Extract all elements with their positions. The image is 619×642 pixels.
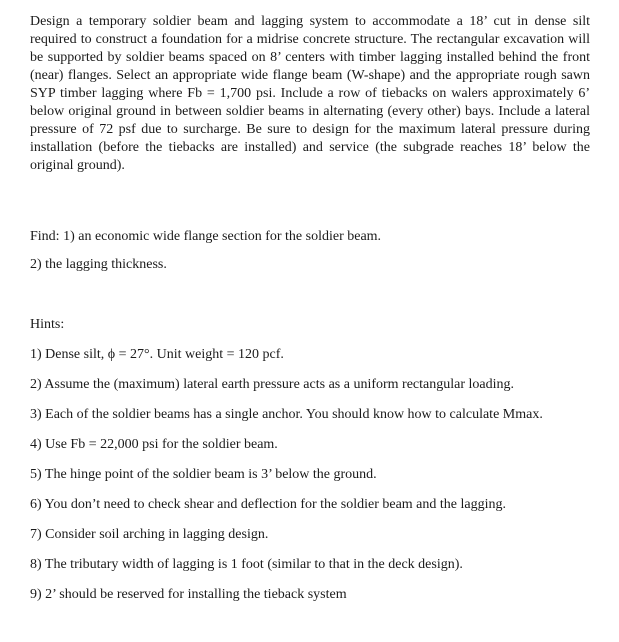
find-section <box>30 228 590 284</box>
hint-item-5: 5) The hinge point of the soldier beam is 3’ below the ground. <box>30 467 377 482</box>
hint-item-9: 9) 2’ should be reserved for installing the tieback system <box>30 587 347 602</box>
hints-heading: Hints: <box>30 317 65 332</box>
find-item-2: 2) the lagging thickness. <box>30 257 167 272</box>
hint-item-1: 1) Dense silt, ϕ = 27°. Unit weight = 120 pcf. <box>30 347 284 362</box>
hint-item-4: 4) Use Fb = 22,000 psi for the soldier beam. <box>30 437 278 452</box>
hints-section <box>30 316 600 616</box>
hint-item-2: 2) Assume the (maximum) lateral earth pressure acts as a uniform rectangular loading. <box>30 377 514 392</box>
hint-item-3: 3) Each of the soldier beams has a single anchor. You should know how to calculate Mmax. <box>30 407 543 422</box>
find-item-1: Find: 1) an economic wide flange section for the soldier beam. <box>30 229 382 244</box>
hint-item-8: 8) The tributary width of lagging is 1 foot (similar to that in the deck design). <box>30 557 463 572</box>
hint-item-7: 7) Consider soil arching in lagging design. <box>30 527 269 542</box>
hint-item-6: 6) You don’t need to check shear and deflection for the soldier beam and the lagging. <box>30 497 506 512</box>
problem-statement: Design a temporary soldier beam and lagging system to accommodate a 18’ cut in dense silt required to construct a foundation for a midrise concrete structure. The rectangular excavation will be supported by soldier beams spaced on 8’ centers with timber lagging installed behind the front (near) flanges. Select an appropriate wide flange beam (W-shape) and the appropriate rough sawn SYP timber lagging where Fb = 1,700 psi. Include a row of tiebacks on walers approximately 6’ below original ground in between soldier beams in alternating (every other) bays. Include a lateral pressure of 72 psf due to surcharge. Be sure to design for the maximum lateral pressure during installation (before the tiebacks are installed) and service (the subgrade reaches 18’ below the original ground). <box>30 14 590 173</box>
